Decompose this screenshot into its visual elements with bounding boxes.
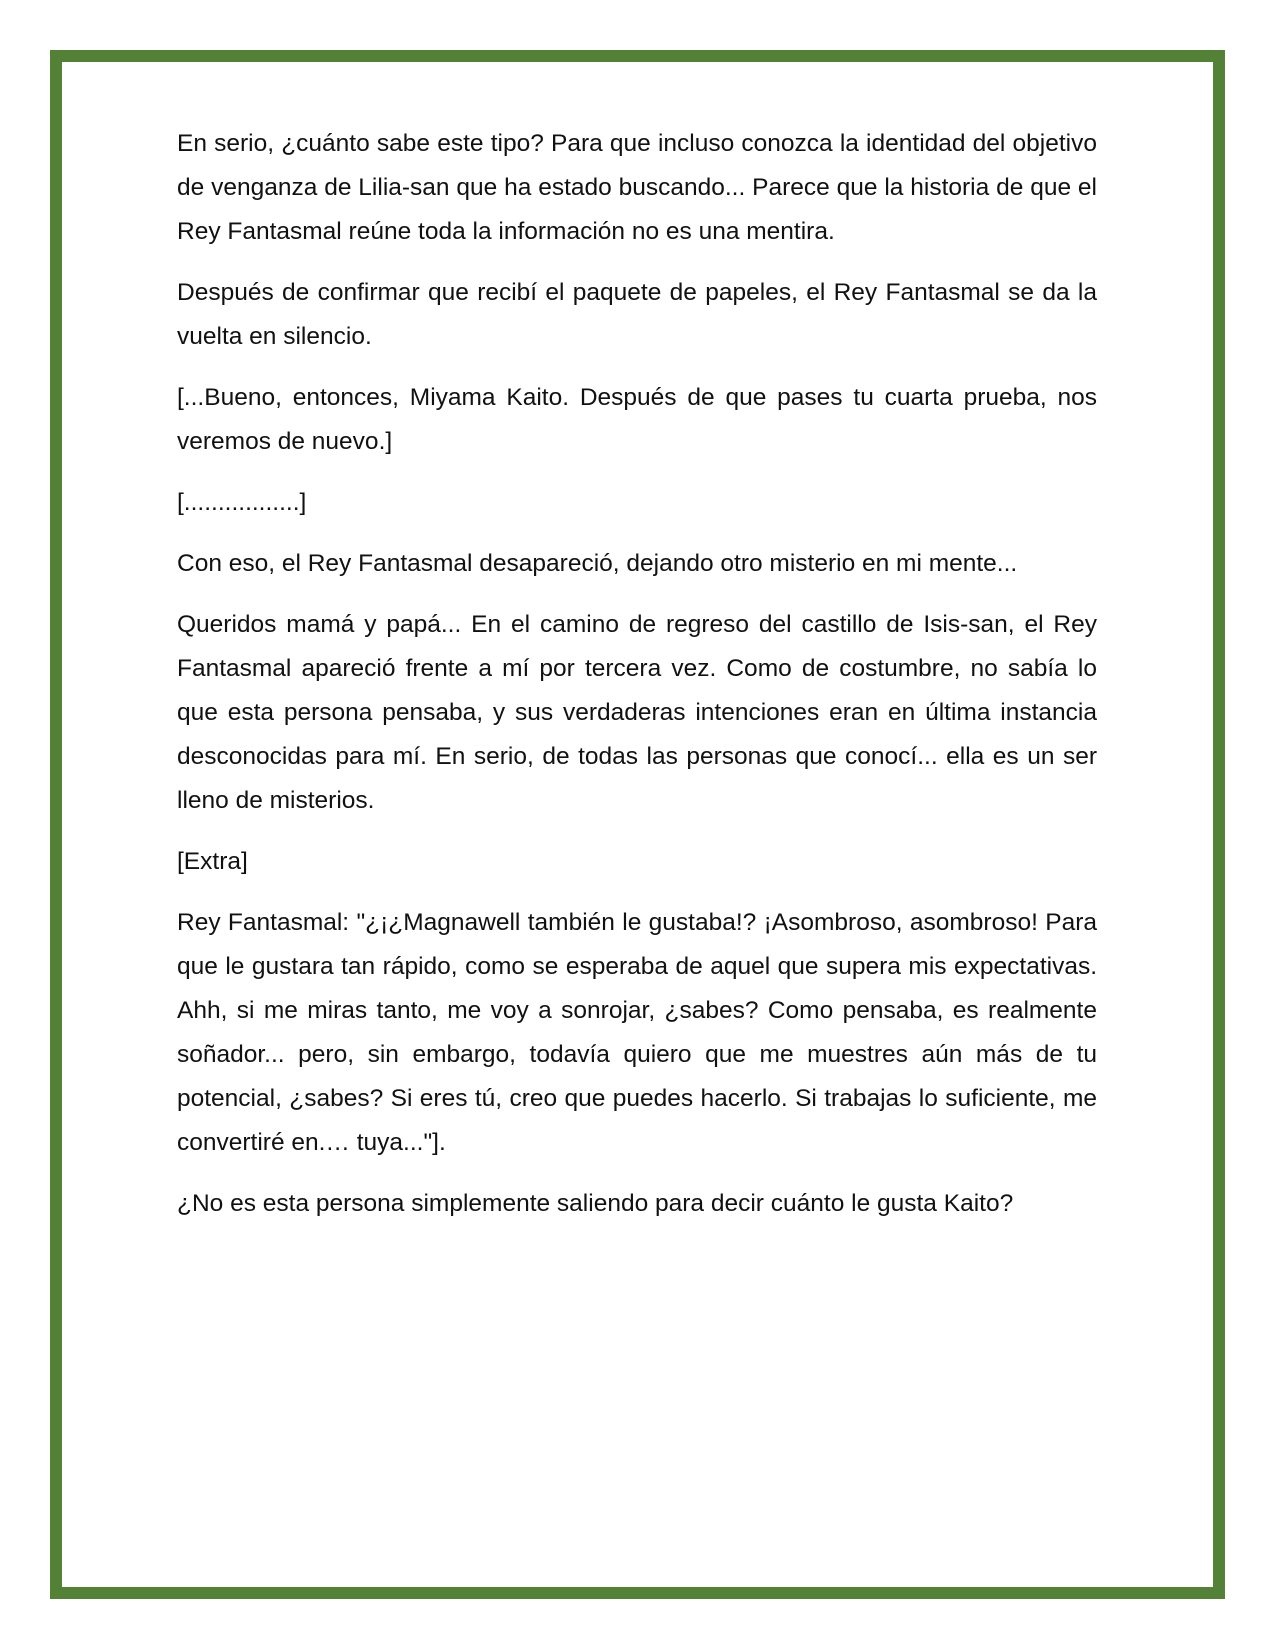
document-body bbox=[177, 122, 1097, 1243]
paragraph-5: Con eso, el Rey Fantasmal desapareció, dejando otro misterio en mi mente... bbox=[177, 550, 1018, 577]
paragraph-8: Rey Fantasmal: "¿¡¿Magnawell también le gustaba!? ¡Asombroso, asombroso! Para que le gustara tan rápido, como se esperaba de aquel que supera mis expectativas. Ahh, si me miras tanto, me voy a sonrojar, ¿sabes? Como pensaba, es realmente soñador... pero, sin embargo, todavía quiero que me muestres aún más de tu potencial, ¿sabes? Si eres tú, creo que puedes hacerlo. Si trabajas lo suficiente, me convertiré en.… tuya..."]. bbox=[177, 909, 1097, 1156]
paragraph-9: ¿No es esta persona simplemente saliendo para decir cuánto le gusta Kaito? bbox=[177, 1190, 1014, 1217]
paragraph-3: [...Bueno, entonces, Miyama Kaito. Después de que pases tu cuarta prueba, nos veremos de nuevo.] bbox=[177, 384, 1097, 455]
paragraph-4: [.................] bbox=[177, 489, 307, 516]
paragraph-1: En serio, ¿cuánto sabe este tipo? Para que incluso conozca la identidad del objetivo de venganza de Lilia-san que ha estado buscando... Parece que la historia de que el Rey Fantasmal reúne toda la información no es una mentira. bbox=[177, 130, 1097, 245]
paragraph-6: Queridos mamá y papá... En el camino de regreso del castillo de Isis-san, el Rey Fantasmal apareció frente a mí por tercera vez. Como de costumbre, no sabía lo que esta persona pensaba, y sus verdaderas intenciones eran en última instancia desconocidas para mí. En serio, de todas las personas que conocí... ella es un ser lleno de misterios. bbox=[177, 611, 1097, 814]
paragraph-extra-heading: [Extra] bbox=[177, 848, 248, 875]
paragraph-2: Después de confirmar que recibí el paquete de papeles, el Rey Fantasmal se da la vuelta en silencio. bbox=[177, 279, 1097, 350]
